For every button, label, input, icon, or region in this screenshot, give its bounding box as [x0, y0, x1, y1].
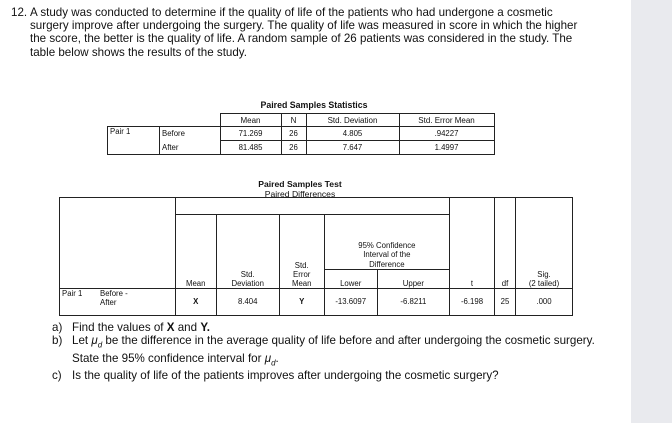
- test-header-sig-line1: Sig.: [537, 269, 551, 279]
- test-sig-top: [516, 198, 573, 270]
- test-pair-label: Pair 1: [60, 288, 99, 315]
- stats-before-std-dev: 4.805: [306, 127, 399, 141]
- stats-after-std-dev: 7.647: [306, 141, 399, 155]
- test-row-label: [98, 288, 175, 315]
- test-mean-value: X: [175, 288, 216, 315]
- subquestion-c: [52, 369, 612, 382]
- test-df-value: 25: [495, 288, 516, 315]
- test-header-ci-line3: Difference: [369, 259, 405, 269]
- test-lower-value: -13.6097: [324, 288, 377, 315]
- subquestion-b: [52, 334, 612, 369]
- test-header-upper: Upper: [377, 270, 449, 289]
- subquestion-a-y: Y.: [200, 321, 210, 334]
- test-header-lower: Lower: [324, 270, 377, 289]
- subquestions: [52, 321, 612, 382]
- subquestion-b-text: be the difference in the average quality of life before and after undergoing the cosmetic surgery. State the 95% confidence interval for: [72, 334, 595, 365]
- mu-symbol: μ: [264, 351, 272, 365]
- test-header-ci-line1: 95% Confidence: [358, 240, 416, 250]
- test-header-std-dev-line1: Std.: [240, 269, 255, 279]
- test-sig-value: .000: [516, 288, 573, 315]
- question-block: [11, 6, 578, 59]
- question-number: 12.: [11, 6, 28, 19]
- subquestion-a: [52, 321, 612, 334]
- test-header-std-dev-line2: Deviation: [231, 278, 264, 288]
- paired-samples-statistics-table: [107, 113, 495, 155]
- stats-header-mean: Mean: [220, 114, 281, 127]
- mu-subscript: d: [271, 358, 276, 368]
- test-corner-cell: [60, 198, 176, 289]
- mu-symbol: μ: [91, 334, 98, 348]
- test-std-dev-value: 8.404: [216, 288, 279, 315]
- test-table-title-block: [220, 179, 380, 199]
- stats-corner-cell: [160, 114, 221, 127]
- stats-before-n: 26: [281, 127, 306, 141]
- test-header-std-dev: [216, 215, 279, 289]
- stats-header-n: N: [281, 114, 306, 127]
- subquestion-a-x: X: [166, 321, 175, 334]
- stats-table-title: Paired Samples Statistics: [260, 100, 368, 110]
- test-header-t: t: [450, 270, 495, 289]
- test-header-std-err-line2: Error: [293, 269, 311, 279]
- stats-pair-label: Pair 1: [108, 127, 160, 155]
- subquestion-b-label: b): [52, 334, 63, 348]
- subquestion-a-label: a): [52, 321, 63, 334]
- stats-after-n: 26: [281, 141, 306, 155]
- mu-subscript: d: [97, 340, 103, 350]
- test-row-label-line2: After: [100, 297, 117, 307]
- test-header-df: df: [495, 270, 516, 289]
- stats-after-mean: 81.485: [220, 141, 281, 155]
- test-group-header: [175, 198, 449, 215]
- stats-row-label-before: Before: [160, 127, 221, 141]
- subquestion-b-end: .: [275, 351, 279, 365]
- test-df-top: [495, 198, 516, 270]
- question-text: A study was conducted to determine if the quality of life of the patients who had undergone a cosmetic surgery improve after undergoing the surgery. The quality of life was measured in score in which the higher the score, the better is the quality of life. A random sample of 26 patients was considered in the study. The table below shows the results of the study.: [30, 6, 578, 59]
- paired-samples-test-table: [59, 197, 573, 316]
- test-header-std-err-line3: Mean: [291, 278, 312, 288]
- stats-header-std-err: Std. Error Mean: [399, 114, 494, 127]
- test-header-ci: [324, 215, 449, 270]
- subquestion-b-let: Let: [72, 334, 89, 348]
- test-header-std-err-line1: Std.: [294, 260, 309, 270]
- test-header-mean-label: Mean: [185, 278, 206, 288]
- test-t-value: -6.198: [450, 288, 495, 315]
- test-header-ci-line2: Interval of the: [363, 250, 411, 259]
- stats-before-mean: 71.269: [220, 127, 281, 141]
- test-upper-value: -6.8211: [377, 288, 449, 315]
- stats-after-std-err: 1.4997: [399, 141, 494, 155]
- stats-row-label-after: After: [160, 141, 221, 155]
- test-row-label-line1: Before -: [100, 288, 128, 298]
- test-table-title: Paired Samples Test: [258, 179, 342, 189]
- side-panel-strip: [631, 0, 672, 423]
- subquestion-a-and: and: [177, 321, 198, 334]
- stats-corner-cell: [108, 114, 160, 127]
- subquestion-c-text: Is the quality of life of the patients improves after undergoing the cosmetic surgery?: [72, 369, 499, 383]
- subquestion-a-text: Find the values of: [72, 321, 164, 334]
- subquestion-c-label: c): [52, 369, 62, 383]
- test-header-std-err: [279, 215, 324, 289]
- test-header-sig: [516, 270, 573, 289]
- test-std-err-value: Y: [279, 288, 324, 315]
- test-table-subtitle: Paired Differences: [264, 189, 336, 199]
- stats-before-std-err: .94227: [399, 127, 494, 141]
- test-header-mean: [175, 215, 216, 289]
- stats-header-std-dev: Std. Deviation: [306, 114, 399, 127]
- test-header-sig-line2: (2 tailed): [528, 278, 560, 288]
- test-t-top: [450, 198, 495, 270]
